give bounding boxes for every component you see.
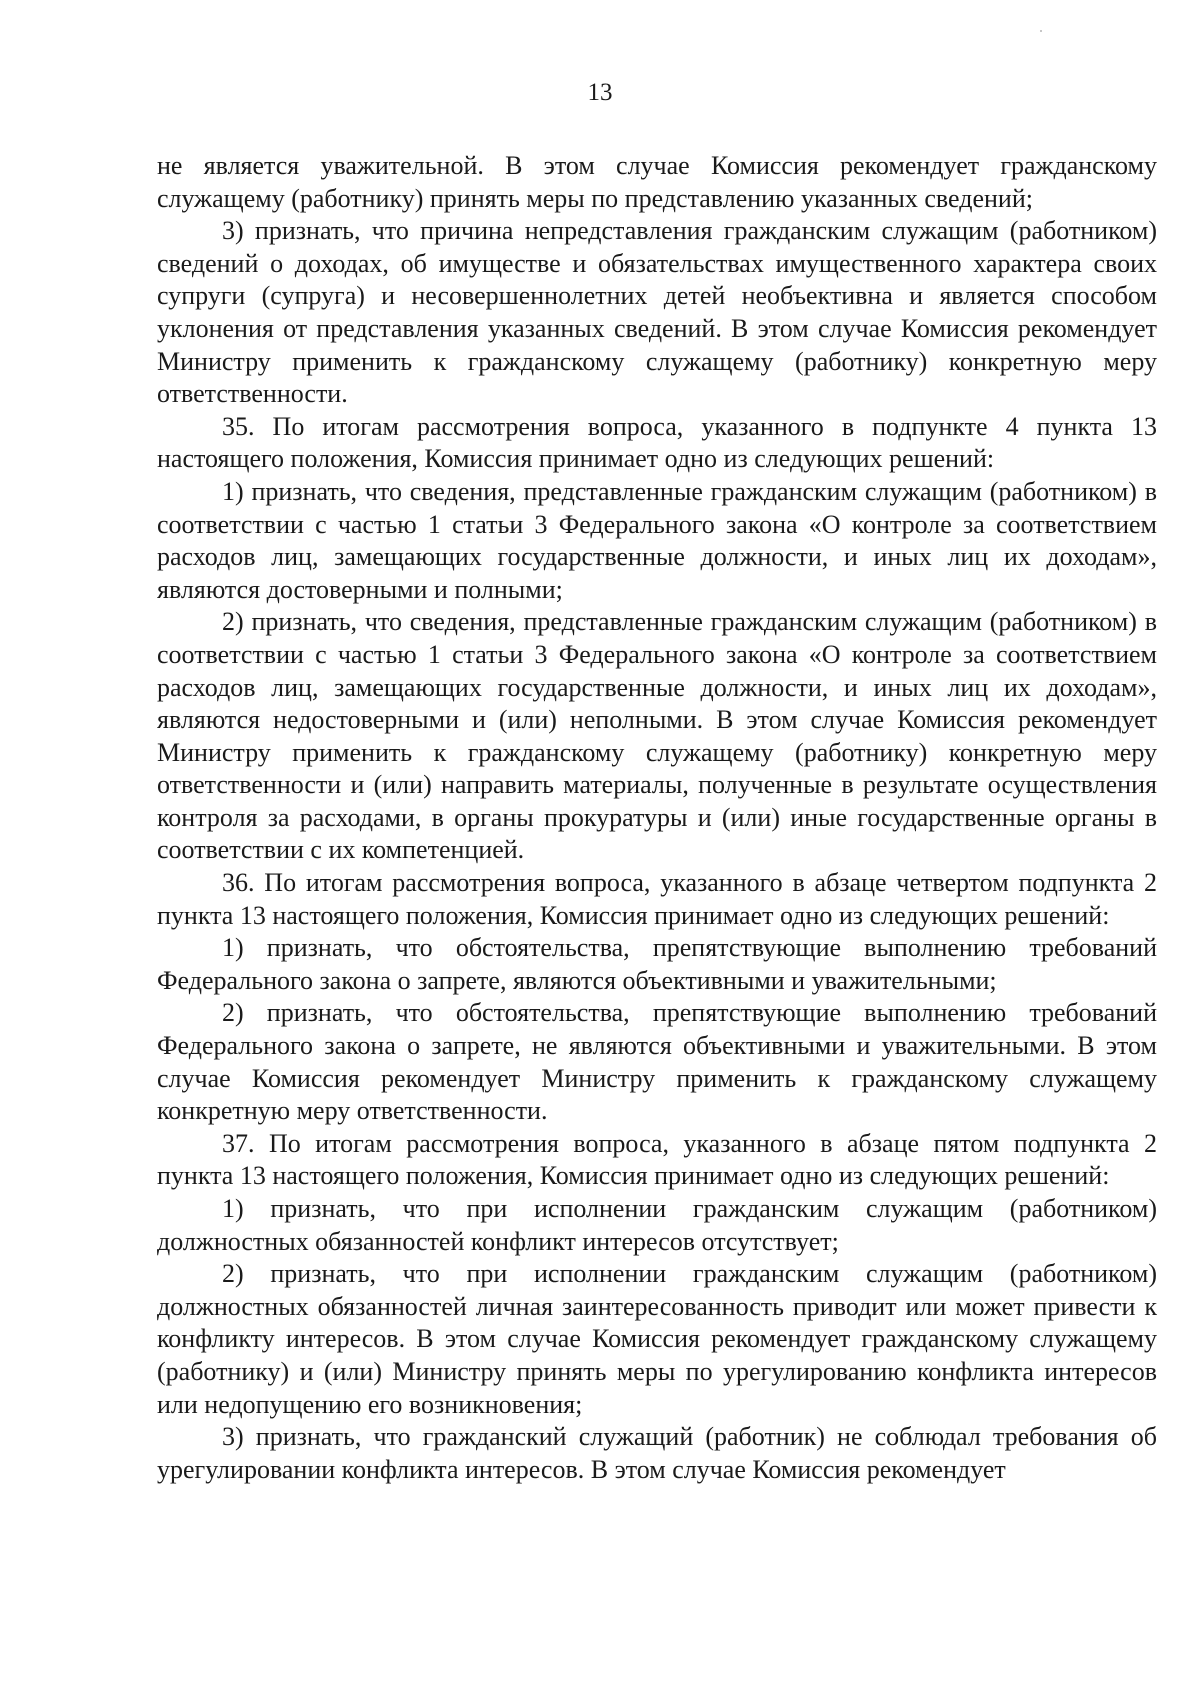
- page-number: 13: [587, 79, 613, 106]
- paragraph-37-item-1: 1) признать, что при исполнении гражданским служащим (работником) должностных обязанностей конфликт интересов отсутствует;: [157, 1194, 1157, 1256]
- paragraph-37: 37. По итогам рассмотрения вопроса, указанного в абзаце пятом подпункта 2 пункта 13 настоящего положения, Комиссия принимает одно из следующих решений:: [157, 1128, 1157, 1191]
- paragraph-35-item-2: 2) признать, что сведения, представленные гражданским служащим (работником) в соответствии с частью 1 статьи 3 Федерального закона «О контроле за соответствием расходов лиц, замещающих государственные должности, и иных лиц их доходам», являются недостоверными и (или) неполными. В этом случае Комиссия рекомендует Министру применить к гражданскому служащему (работнику) конкретную меру ответственности и (или) направить материалы, полученные в результате осуществления контроля за расходами, в органы прокуратуры и (или) иные государственные органы в соответствии с их компетенцией.: [157, 607, 1157, 865]
- paragraph-34-item-3: 3) признать, что причина непредставления гражданским служащим (работником) сведений о доходах, об имуществе и обязательствах имущественного характера своих супруги (супруга) и несовершеннолетних детей необъективна и является способом уклонения от представления указанных сведений. В этом случае Комиссия рекомендует Министру применить к гражданскому служащему (работнику) конкретную меру ответственности.: [157, 216, 1157, 409]
- paragraph-37-item-2: 2) признать, что при исполнении гражданским служащим (работником) должностных обязанностей личная заинтересованность приводит или может привести к конфликту интересов. В этом случае Комиссия рекомендует гражданскому служащему (работнику) и (или) Министру принять меры по урегулированию конфликта интересов или недопущению его возникновения;: [157, 1259, 1157, 1419]
- document-body: [157, 150, 1157, 1486]
- paragraph-35: 35. По итогам рассмотрения вопроса, указанного в подпункте 4 пункта 13 настоящего положения, Комиссия принимает одно из следующих решений:: [157, 411, 1157, 474]
- paragraph-35-item-1: 1) признать, что сведения, представленные гражданским служащим (работником) в соответствии с частью 1 статьи 3 Федерального закона «О контроле за соответствием расходов лиц, замещающих государственные должности, и иных лиц их доходам», являются достоверными и полными;: [157, 476, 1157, 604]
- paragraph-36-item-2: 2) признать, что обстоятельства, препятствующие выполнению требований Федерального закона о запрете, не являются объективными и уважительными. В этом случае Комиссия рекомендует Министру применить к гражданскому служащему конкретную меру ответственности.: [157, 998, 1157, 1126]
- paragraph-37-item-3: 3) признать, что гражданский служащий (работник) не соблюдал требования об урегулировании конфликта интересов. В этом случае Комиссия рекомендует: [157, 1422, 1157, 1484]
- paragraph-continuation: не является уважительной. В этом случае Комиссия рекомендует гражданскому служащему (работнику) принять меры по представлению указанных сведений;: [157, 151, 1157, 213]
- scan-speck: [1040, 30, 1042, 32]
- paragraph-36-item-1: 1) признать, что обстоятельства, препятствующие выполнению требований Федерального закона о запрете, являются объективными и уважительными;: [157, 933, 1157, 995]
- paragraph-36: 36. По итогам рассмотрения вопроса, указанного в абзаце четвертом подпункта 2 пункта 13 настоящего положения, Комиссия принимает одно из следующих решений:: [157, 868, 1157, 930]
